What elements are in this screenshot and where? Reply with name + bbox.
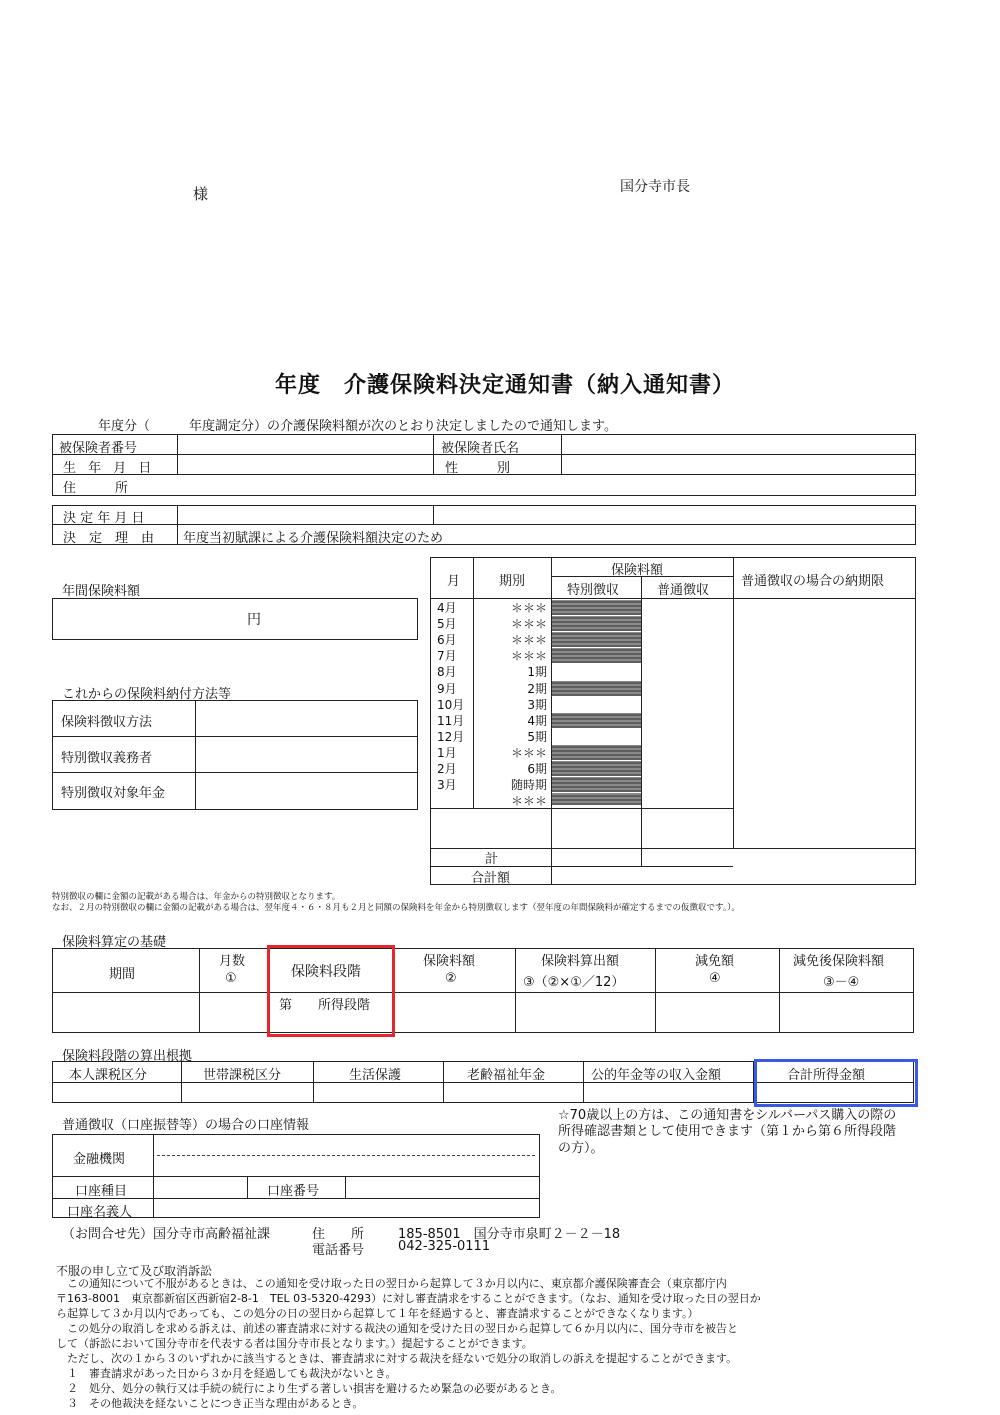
pension-income-col: 公的年金等の収入金額	[591, 1068, 722, 1083]
schedule-period: 2期	[527, 681, 547, 696]
period-header: 期別	[499, 574, 526, 589]
schedule-month: 3月	[437, 778, 457, 793]
special-collection-shaded-cell	[552, 600, 641, 615]
total-label: 計	[485, 852, 499, 867]
special-collection-note: 特別徴収の欄に金額の記載がある場合は、年金からの特別徴収となります。	[52, 892, 341, 902]
schedule-period: 随時期	[510, 778, 547, 793]
appeal-line: ら起算して３か月以内であっても、この処分の日の翌日から起算して１年を経過すると、審査請求することができなくなります。）	[56, 1307, 699, 1320]
special-collection-shaded-cell	[552, 713, 641, 728]
appeal-title: 不服の申し立て及び取消訴訟	[56, 1264, 213, 1278]
pension-target-label: 特別徴収対象年金	[61, 786, 166, 801]
appeal-line: この処分の取消しを求める訴えは、前述の審査請求に対する裁決の通知を受けた日の翌日から起算して６か月以内に、国分寺市を被告と	[56, 1322, 738, 1335]
schedule-period: ＊＊＊	[510, 617, 547, 632]
schedule-period: 5期	[527, 729, 547, 744]
insured-number-label: 被保険者番号	[59, 441, 138, 456]
stage-highlight-box	[267, 945, 395, 1037]
after-reduction-col: 減免後保険料額	[793, 954, 885, 969]
silver-pass-note: ☆70歳以上の方は、この通知書をシルバーパス購入の際の所得確認書類として使用できます（第１から第６所得段階の方）。	[558, 1108, 897, 1156]
schedule-month: 2月	[437, 762, 457, 776]
total-income-col: 合計所得金額	[787, 1068, 866, 1083]
institution-label: 金融機関	[73, 1152, 126, 1167]
appeal-line: 〒163-8001 東京都新宿区西新宿2-8-1 TEL 03-5320-4293）に対し審査請求をすることができます。（なお、通知を受け取った日の翌日か	[56, 1292, 761, 1305]
honorific: 様	[193, 185, 209, 203]
schedule-table	[430, 557, 916, 885]
stage-col: 保険料段階	[291, 964, 361, 980]
special-collection-shaded-cell	[552, 681, 641, 696]
schedule-month: 12月	[437, 729, 465, 744]
deadline-header: 普通徴収の場合の納期限	[741, 574, 885, 589]
special-collection-header: 特別徴収	[567, 583, 620, 598]
contact-phone: 042-325-0111	[398, 1239, 491, 1254]
contact-address: 185-8501 国分寺市泉町２－２－18	[398, 1227, 621, 1242]
decision-reason-value: 年度当初賦課による介護保険料額決定のため	[183, 531, 444, 546]
schedule-month: 9月	[437, 681, 457, 696]
premium-header: 保険料額	[611, 563, 664, 578]
stage-basis-title: 保険料段階の算出根拠	[62, 1049, 193, 1064]
premium-col: 保険料額	[423, 954, 476, 969]
schedule-month: 6月	[437, 633, 457, 648]
appeal-line: この通知について不服があるときは、この通知を受け取った日の翌日から起算して３か月以内に、東京都介護保険審査会（東京都庁内	[56, 1277, 727, 1290]
payment-method-table	[52, 700, 418, 810]
basis-title: 保険料算定の基礎	[62, 935, 167, 950]
bank-table	[52, 1134, 540, 1218]
appeal-line: して（訴訟において国分寺市を代表する者は国分寺市長となります。）提起することができます。	[56, 1337, 533, 1350]
calculated-col: 保険料算出額	[541, 954, 620, 969]
contact-address-label: 住 所	[312, 1227, 365, 1242]
premium-col-num: ②	[445, 971, 457, 986]
schedule-period: ＊＊＊	[510, 601, 547, 615]
account-type-label: 口座種目	[75, 1184, 128, 1199]
schedule-month: 5月	[437, 617, 457, 632]
schedule-month: 10月	[437, 697, 465, 712]
schedule-month: 7月	[437, 649, 457, 664]
self-tax-col: 本人課税区分	[69, 1068, 148, 1083]
schedule-period: 3期	[527, 697, 547, 712]
decision-table	[52, 505, 916, 545]
schedule-period: 1期	[527, 665, 547, 680]
special-collection-shaded-cell	[552, 745, 641, 760]
appeal-line: ３ その他裁決を経ないことにつき正当な理由があるとき。	[56, 1397, 364, 1410]
schedule-month: 8月	[437, 665, 457, 680]
income-highlight-box	[754, 1059, 918, 1107]
address-label: 住 所	[63, 481, 129, 496]
normal-collection-header: 普通徴収	[657, 583, 710, 598]
annual-premium-label: 年間保険料額	[62, 584, 141, 599]
insured-name-label: 被保険者氏名	[441, 441, 520, 456]
birth-date-label: 生 年 月 日	[63, 461, 156, 476]
calculated-col-formula: ③（②×①／12）	[523, 975, 625, 990]
insured-info-table	[52, 434, 916, 496]
issuer: 国分寺市長	[620, 179, 690, 195]
schedule-period: ＊＊＊	[510, 633, 547, 648]
period-col: 期間	[109, 967, 136, 982]
schedule-period: 6期	[527, 762, 547, 776]
reduction-col: 減免額	[695, 954, 735, 969]
decision-date-label: 決 定 年 月 日	[63, 511, 145, 526]
stage-value: 第 所得段階	[279, 998, 371, 1013]
months-col: 月数	[219, 954, 246, 969]
schedule-month: 11月	[437, 713, 465, 728]
sex-label: 性 別	[445, 461, 511, 476]
special-collection-shaded-cell	[552, 777, 641, 792]
appeal-body	[56, 1276, 936, 1411]
special-collection-shaded-cell	[552, 793, 641, 805]
household-tax-col: 世帯課税区分	[203, 1068, 282, 1083]
basis-table	[52, 948, 914, 1033]
intro-text: 年度分（ 年度調定分）の介護保険料額が次のとおり決定しましたので通知します。	[98, 419, 617, 434]
schedule-period: ＊＊＊	[510, 649, 547, 664]
special-collection-shaded-cell	[552, 616, 641, 631]
appeal-line: ただし、次の１から３のいずれかに該当するときは、審査請求に対する裁決を経ないで処分の取消しの訴えを提起することができます。	[56, 1352, 738, 1365]
welfare-col: 生活保護	[349, 1068, 402, 1083]
yen-unit: 円	[247, 612, 261, 628]
after-reduction-col-formula: ③－④	[823, 975, 860, 990]
payment-method-title: これからの保険料納付方法等	[62, 687, 232, 702]
annual-premium-box	[52, 598, 418, 640]
bank-title: 普通徴収（口座振替等）の場合の口座情報	[62, 1118, 310, 1133]
document-title: 年度 介護保険料決定通知書（納入通知書）	[275, 373, 736, 398]
grand-total-label: 合計額	[471, 871, 511, 886]
appeal-line: １ 審査請求があった日から３か月を経過しても裁決がないとき。	[56, 1367, 397, 1380]
special-collection-shaded-cell	[552, 632, 641, 647]
schedule-month: 1月	[437, 745, 457, 760]
appeal-line: ２ 処分、処分の執行又は手続の続行により生ずる著しい損害を避けるため緊急の必要があるとき。	[56, 1382, 562, 1395]
schedule-period: ＊＊＊	[510, 745, 547, 760]
special-collection-shaded-cell	[552, 761, 641, 776]
collection-method-label: 保険料徴収方法	[61, 715, 153, 730]
reduction-col-num: ④	[709, 971, 721, 986]
schedule-period: ＊＊＊	[510, 794, 547, 809]
elderly-pension-col: 老齢福祉年金	[467, 1068, 546, 1083]
month-header: 月	[447, 574, 461, 589]
schedule-month: 4月	[437, 601, 457, 615]
schedule-period: 4期	[527, 713, 547, 728]
contact-phone-label: 電話番号	[312, 1243, 365, 1258]
months-col-num: ①	[225, 971, 237, 986]
account-number-label: 口座番号	[267, 1184, 320, 1199]
february-note: なお、２月の特別徴収の欄に金額の記載がある場合は、翌年度４・６・８月も２月と同額の保険料を年金から特別徴収します（翌年度の年間保険料が確定するまでの仮徴収です。）。	[52, 903, 740, 913]
account-holder-label: 口座名義人	[67, 1205, 133, 1220]
special-collector-label: 特別徴収義務者	[61, 751, 153, 766]
contact-label: （お問合せ先）国分寺市高齢福祉課	[62, 1227, 271, 1242]
decision-reason-label: 決 定 理 由	[63, 531, 155, 546]
special-collection-shaded-cell	[552, 648, 641, 663]
